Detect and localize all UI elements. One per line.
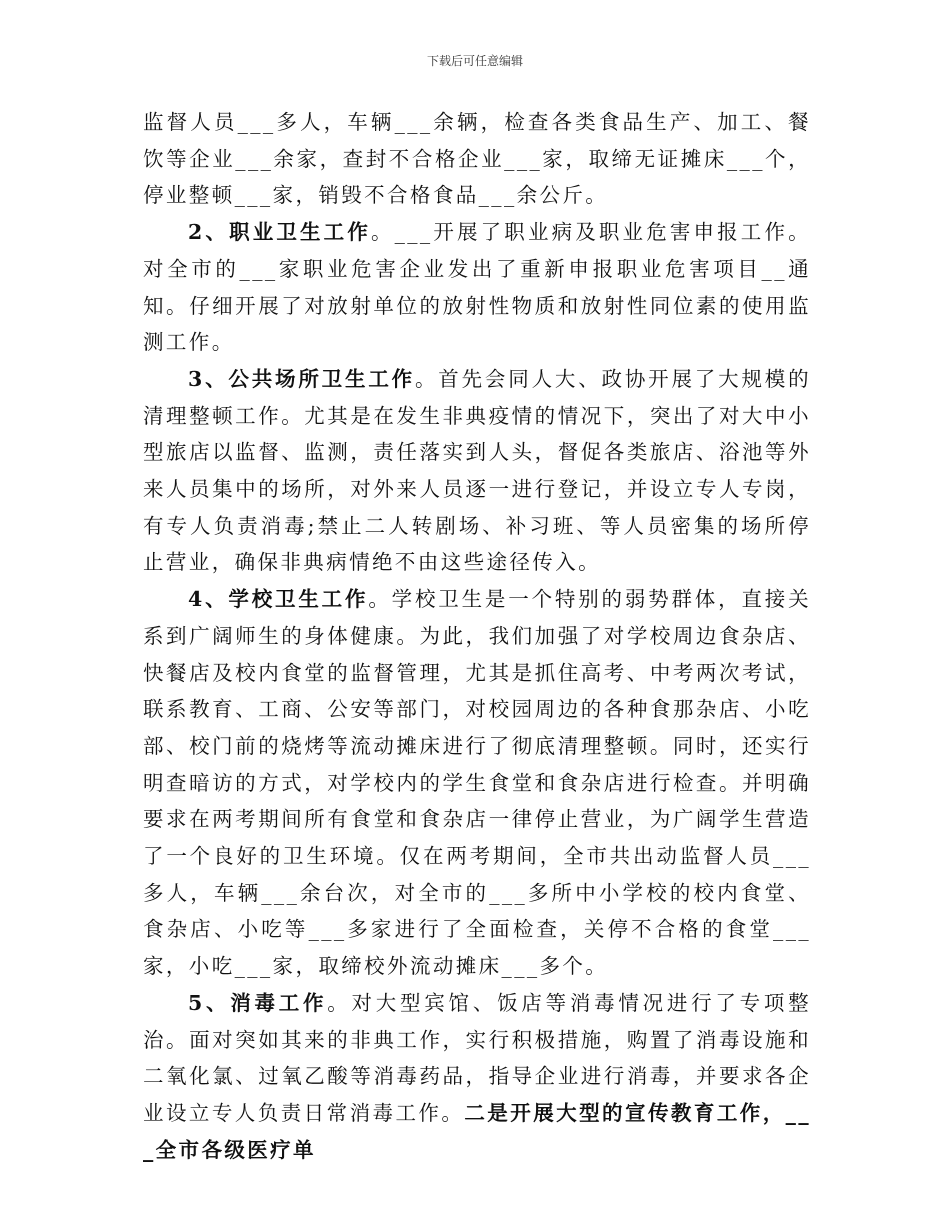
section-heading: 5、消毒工作 [188,990,328,1015]
bold-run-publicity: 二是开展大型的宣传教育工作，___全市各级医疗单 [143,1100,811,1162]
paragraph-public-places [143,361,811,581]
paragraph-occupational-health [143,214,811,361]
paragraph-disinfection [143,985,811,1169]
page-header: 下载后可任意编辑 [426,54,523,68]
section-heading: 3、公共场所卫生工作 [188,366,415,391]
paragraph-text: 。首先会同人大、政协开展了大规模的清理整顿工作。尤其是在发生非典疫情的情况下，突出了对大中小型旅店以监督、监测，责任落实到人头，督促各类旅店、浴池等外来人员集中的场所，对外来人员逐一进行登记，并设立专人专岗，有专人负责消毒;禁止二人转剧场、补习班、等人员密集的场所停止营业，确保非典病情绝不由这些途径传入。 [143,366,811,575]
paragraph-text: 监督人员___多人，车辆___余辆，检查各类食品生产、加工、餐饮等企业___余家，查封不合格企业___家，取缔无证摊床___个，停业整顿___家，销毁不合格食品___余公斤。 [143,110,811,208]
section-heading: 4、学校卫生工作 [188,587,369,612]
paragraph-text: 。对大型宾馆、饭店等消毒情况进行了专项整治。面对突如其来的非典工作，实行积极措施，购置了消毒设施和二氧化氯、过氧乙酸等消毒药品，指导企业进行消毒，并要求各企业设立专人负责日常消毒工作。 [143,990,812,1125]
paragraph-school-health [143,581,811,985]
document-body [143,104,811,1168]
paragraph-text: 。___开展了职业病及职业危害申报工作。对全市的___家职业危害企业发出了重新申报职业危害项目__通知。仔细开展了对放射单位的放射性物质和放射性同位素的使用监测工作。 [143,220,812,355]
section-heading: 2、职业卫生工作 [188,220,371,245]
paragraph-food-inspection [143,104,811,214]
paragraph-text: 。学校卫生是一个特别的弱势群体，直接关系到广阔师生的身体健康。为此，我们加强了对学校周边食杂店、快餐店及校内食堂的监督管理，尤其是抓住高考、中考两次考试，联系教育、工商、公安等部门，对校园周边的各种食那杂店、小吃部、校门前的烧烤等流动摊床进行了彻底清理整顿。同时，还实行明查暗访的方式，对学校内的学生食堂和食杂店进行检查。并明确要求在两考期间所有食堂和食杂店一律停止营业，为广阔学生营造了一个良好的卫生环境。仅在两考期间，全市共出动监督人员___多人，车辆___余台次，对全市的___多所中小学校的校内食堂、食杂店、小吃等___多家进行了全面检查，关停不合格的食堂___家，小吃___家，取缔校外流动摊床___多个。 [143,587,811,979]
